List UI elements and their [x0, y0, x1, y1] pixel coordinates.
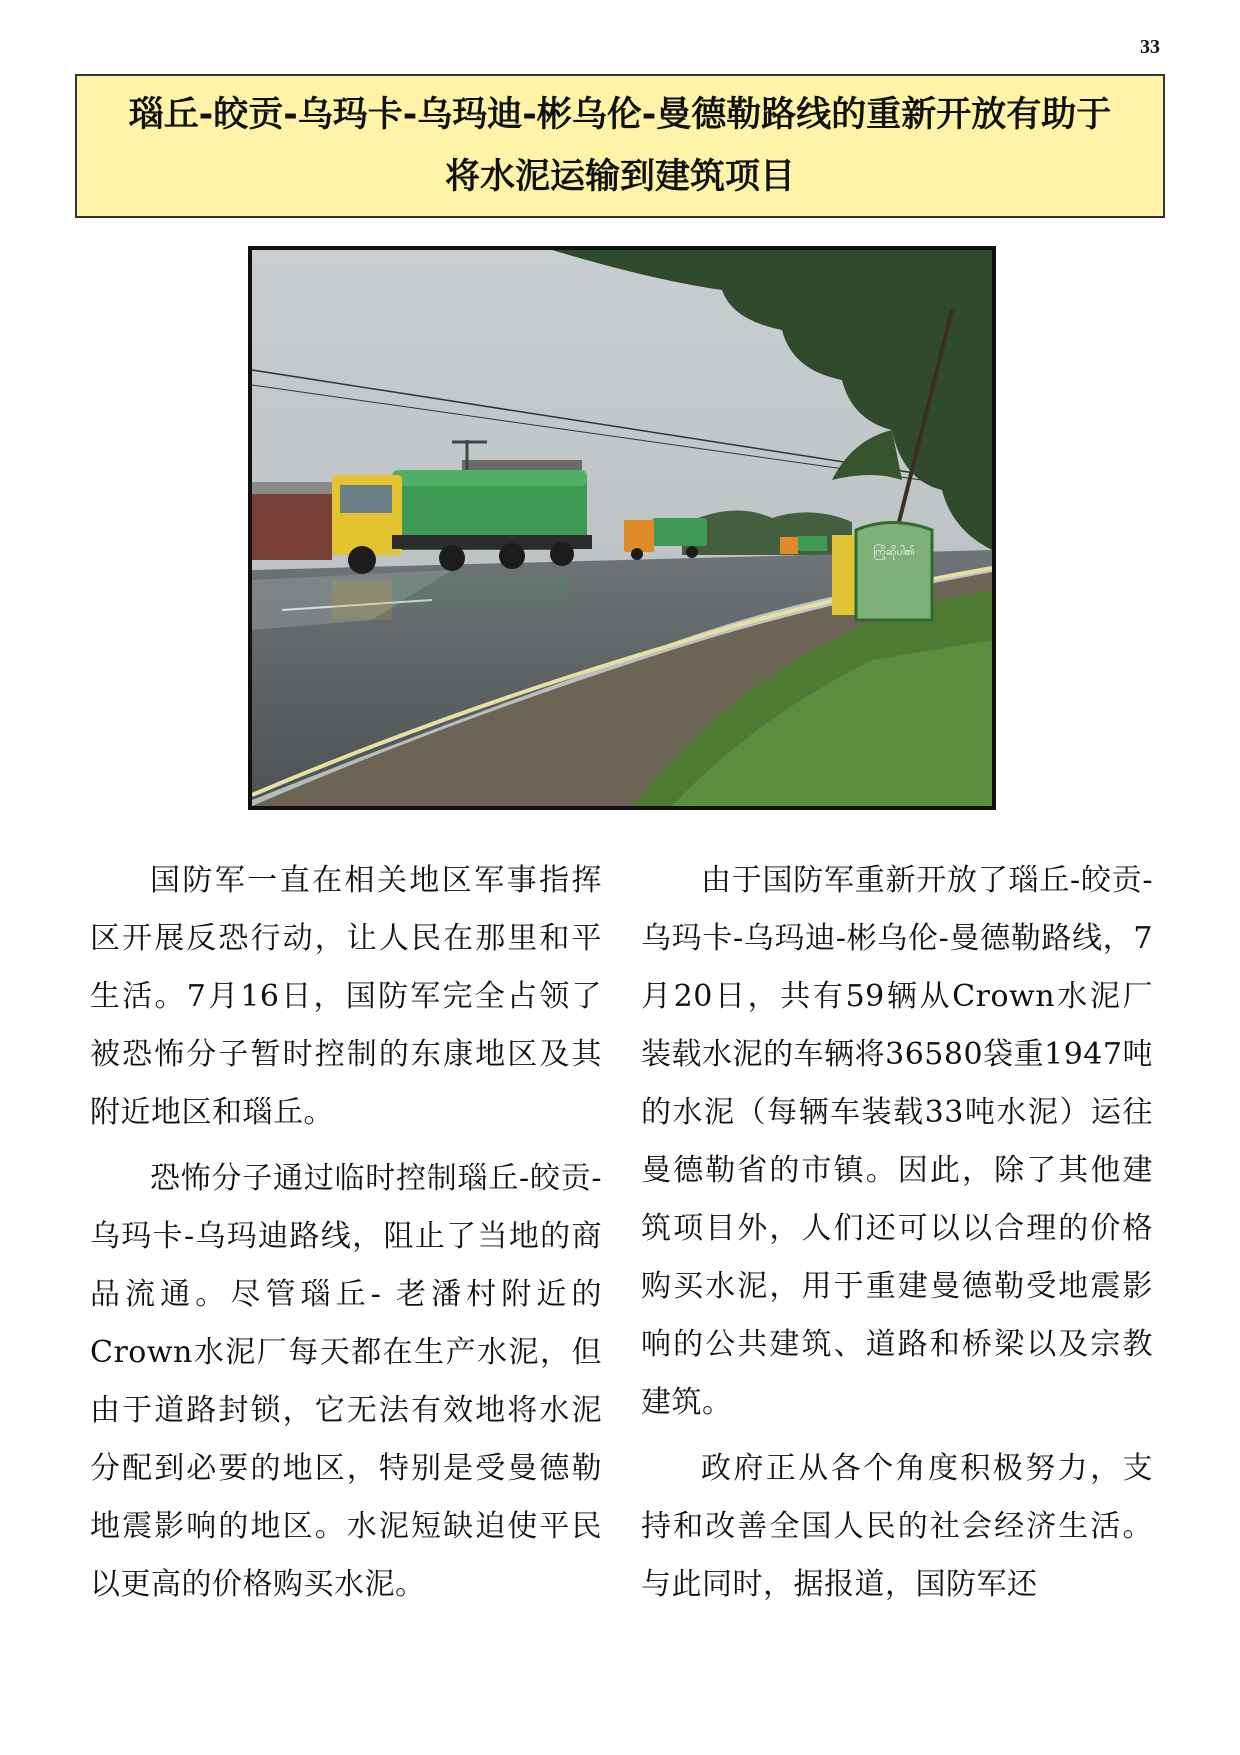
- left-column: [90, 852, 602, 1622]
- sign-text: ကြိုဆိုပါ၏: [873, 545, 915, 558]
- left-paragraph-1: 国防军一直在相关地区军事指挥区开展反恐行动，让人民在那里和平生活。7月16日，国防军完全占领了被恐怖分子暂时控制的东康地区及其附近地区和瑙丘。: [90, 863, 602, 1130]
- left-paragraph-2: 恐怖分子通过临时控制瑙丘-皎贡-乌玛卡-乌玛迪路线，阻止了当地的商品流通。尽管瑙丘- 老潘村附近的Crown水泥厂每天都在生产水泥，但由于道路封锁，它无法有效地将水泥分配到必要的地区，特别是受曼德勒地震影响的地区。水泥短缺迫使平民以更高的价格购买水泥。: [90, 1161, 602, 1602]
- photo-trucks-on-road-icon: [252, 250, 992, 806]
- right-paragraph-2: 政府正从各个角度积极努力，支持和改善全国人民的社会经济生活。与此同时，据报道，国防军还: [641, 1451, 1153, 1602]
- article-title: [75, 74, 1165, 218]
- title-line-2: 将水泥运输到建筑项目: [444, 157, 795, 197]
- article-photo: [248, 246, 996, 810]
- page-number: 33: [1140, 36, 1160, 58]
- right-column: [641, 852, 1153, 1622]
- title-line-1: 瑙丘-皎贡-乌玛卡-乌玛迪-彬乌伦-曼德勒路线的重新开放有助于: [128, 95, 1112, 135]
- right-paragraph-1: 由于国防军重新开放了瑙丘-皎贡-乌玛卡-乌玛迪-彬乌伦-曼德勒路线，7月20日，共有59辆从Crown水泥厂装载水泥的车辆将36580袋重1947吨的水泥（每辆车装载33吨水泥）运往曼德勒省的市镇。因此，除了其他建筑项目外，人们还可以以合理的价格购买水泥，用于重建曼德勒受地震影响的公共建筑、道路和桥梁以及宗教建筑。: [641, 863, 1153, 1420]
